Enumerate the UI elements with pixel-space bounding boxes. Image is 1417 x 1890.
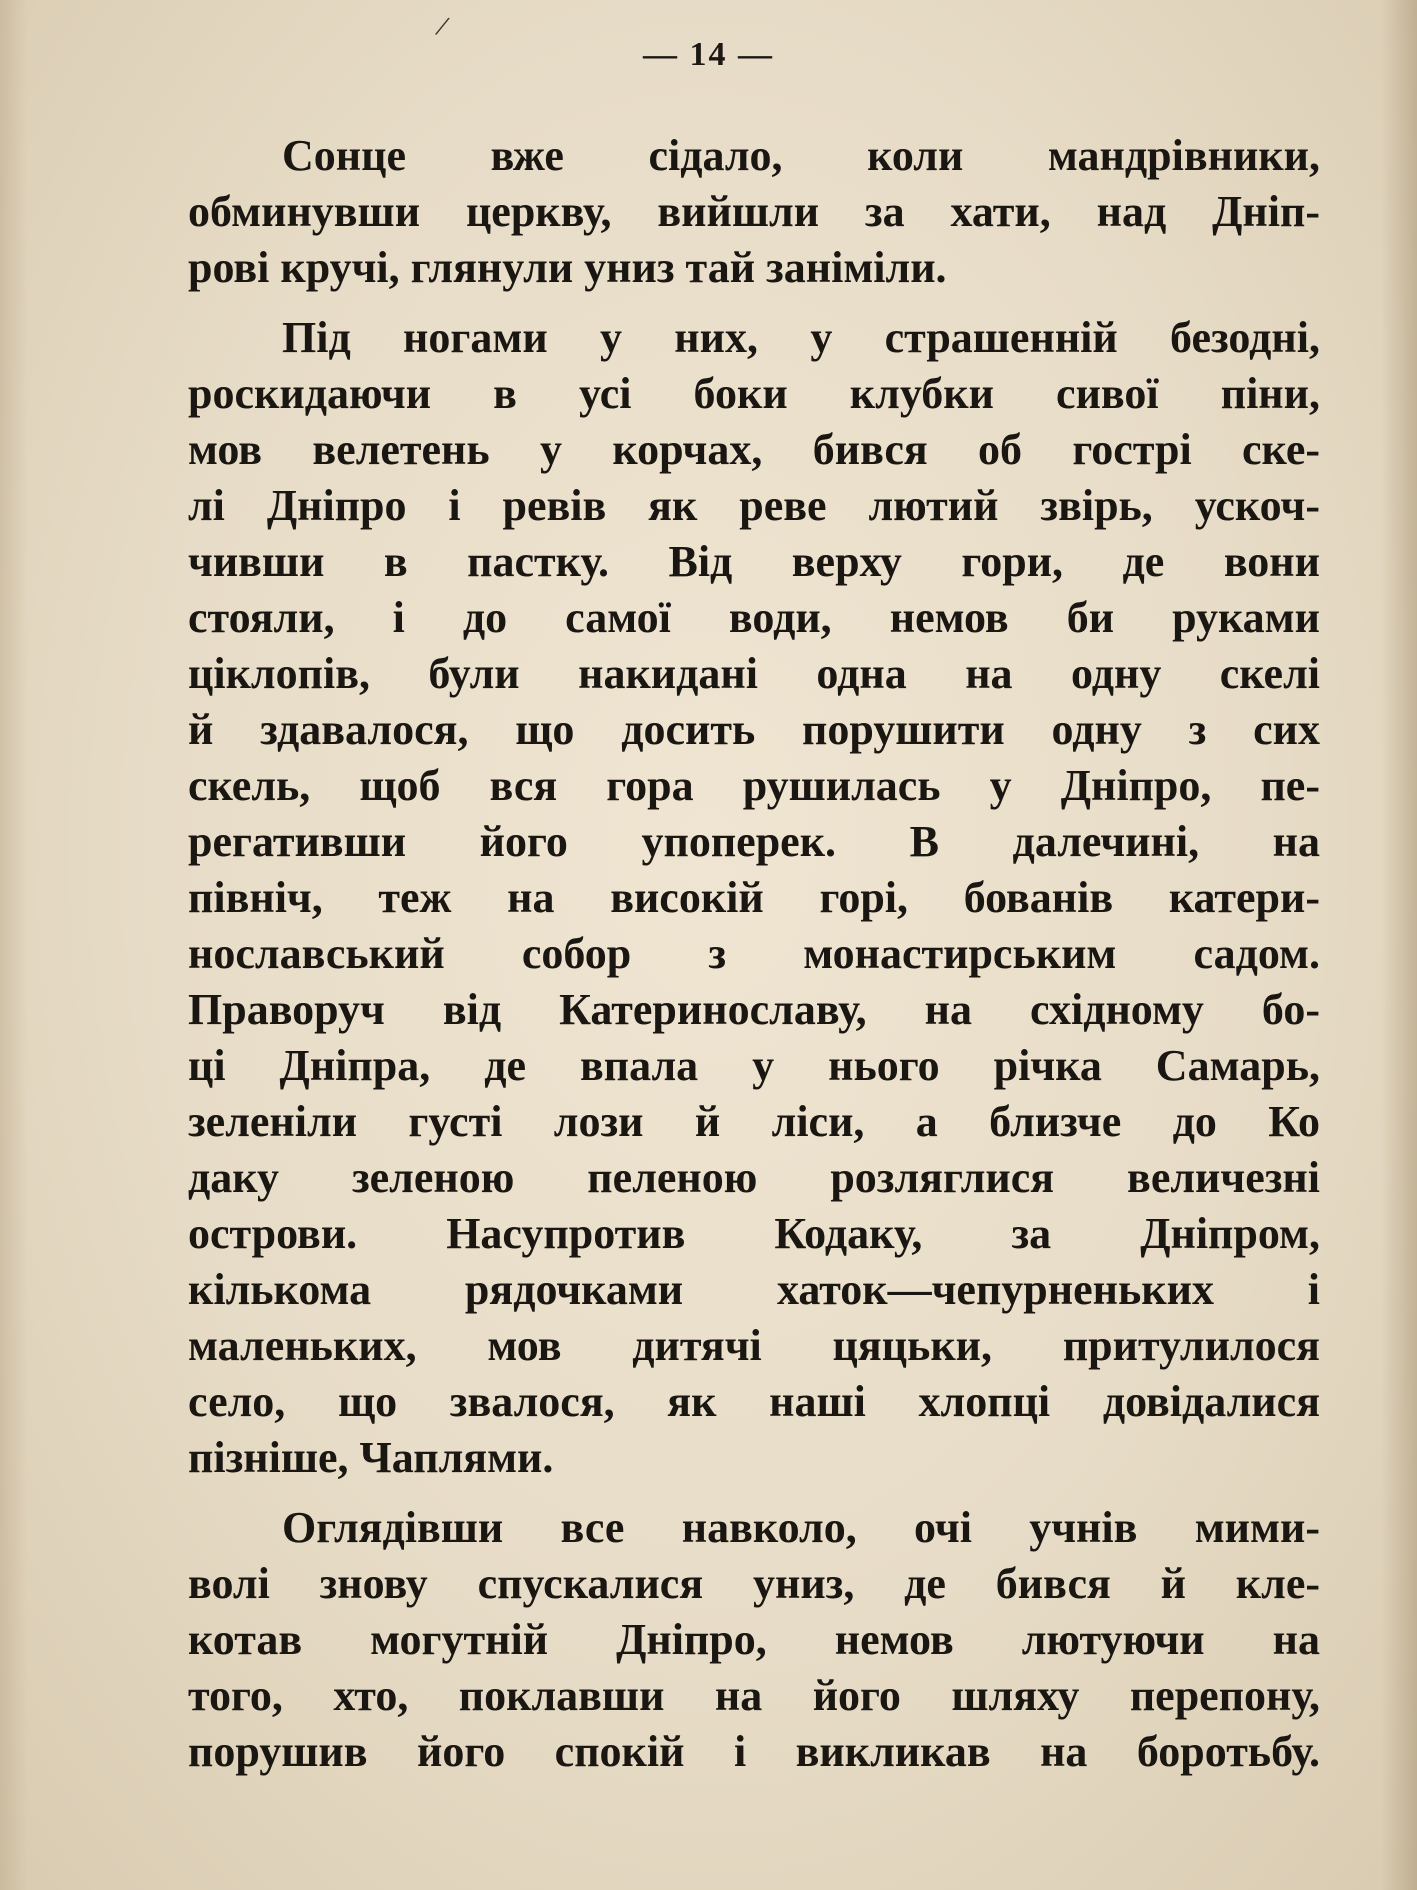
text-line: роскидаючи в усі боки клубки сивої піни, bbox=[188, 369, 1320, 418]
text-line: чивши в пастку. Від верху гори, де вони bbox=[188, 537, 1320, 586]
text-line: обминувши церкву, вийшли за хати, над Дніп- bbox=[188, 187, 1320, 236]
text-line: рові кручі, глянули униз тай заніміли. bbox=[188, 243, 947, 292]
text-line: нославський собор з монастирським садом. bbox=[188, 929, 1320, 978]
text-line: ціклопів, були накидані одна на одну скелі bbox=[188, 649, 1320, 698]
body-text bbox=[188, 128, 1320, 1780]
text-line: Сонце вже сідало, коли мандрівники, bbox=[282, 131, 1320, 180]
text-line: маленьких, мов дитячі цяцьки, притулилося bbox=[188, 1321, 1320, 1370]
paragraph-1 bbox=[188, 128, 1320, 296]
text-line: північ, теж на високій горі, бованів катери- bbox=[188, 873, 1320, 922]
text-line: даку зеленою пеленою розляглися величезні bbox=[188, 1153, 1320, 1202]
text-line: кількома рядочками хаток—чепурненьких і bbox=[188, 1265, 1320, 1314]
text-line: того, хто, поклавши на його шляху перепону, bbox=[188, 1671, 1320, 1720]
text-line: Праворуч від Катеринославу, на східному бо- bbox=[188, 985, 1320, 1034]
text-line: ці Дніпра, де впала у нього річка Самарь, bbox=[188, 1041, 1320, 1090]
text-line: мов велетень у корчах, бився об гострі ске- bbox=[188, 425, 1320, 474]
text-line: волі знову спускалися униз, де бився й кле- bbox=[188, 1559, 1320, 1608]
paragraph-2 bbox=[188, 310, 1320, 1486]
text-line: стояли, і до самої води, немов би руками bbox=[188, 593, 1320, 642]
paragraph-3 bbox=[188, 1500, 1320, 1780]
text-line: й здавалося, що досить порушити одну з сих bbox=[188, 705, 1320, 754]
stray-pencil-mark: / bbox=[432, 9, 452, 44]
text-line: село, що звалося, як наші хлопці довідалися bbox=[188, 1377, 1320, 1426]
text-line: острови. Насупротив Кодаку, за Дніпром, bbox=[188, 1209, 1320, 1258]
text-line: регативши його упоперек. В далечині, на bbox=[188, 817, 1320, 866]
text-line: котав могутній Дніпро, немов лютуючи на bbox=[188, 1615, 1320, 1664]
text-line: Оглядівши все навколо, очі учнів мими- bbox=[282, 1503, 1320, 1552]
text-line: лі Дніпро і ревів як реве лютий звірь, ускоч- bbox=[188, 481, 1320, 530]
text-line: Під ногами у них, у страшенній безодні, bbox=[282, 313, 1320, 362]
text-line: зеленіли густі лози й ліси, а близче до Ко bbox=[188, 1097, 1320, 1146]
page-edge-shadow-right bbox=[1381, 0, 1417, 1890]
text-line: скель, щоб вся гора рушилась у Дніпро, пе- bbox=[188, 761, 1320, 810]
text-line: порушив його спокій і викликав на боротьбу. bbox=[188, 1727, 1320, 1776]
page-edge-shadow-left bbox=[0, 0, 28, 1890]
text-line: пізніше, Чаплями. bbox=[188, 1433, 554, 1482]
page-number: — 14 — bbox=[643, 36, 774, 73]
